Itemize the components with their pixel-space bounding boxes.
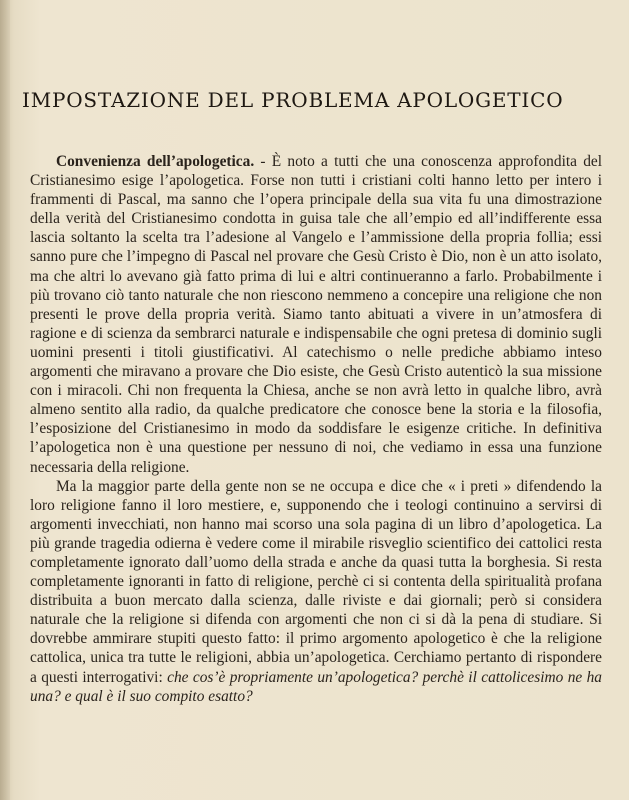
book-spine-shadow [0,0,10,800]
paragraph-2-text: Ma la maggior parte della gente non se ne occupa e dice che « i preti » difendendo la loro religione fanno il loro mestiere, e, supponendo che i teologi continuino a servirsi di argomenti invecchiati, non hanno mai scorso una sola pagina di un libro d’apologetica. La più grande tragedia odierna è vedere come il mirabile risveglio scientifico dei cattolici resta completamente ignorato dall’uomo della strada e anche da quasi tutta la borghesia. Si resta completamente ignoranti in fatto di religione, perchè ci si contenta della spiritualità profana distribuita a buon mercato dalla scienza, dalle riviste e dai giornali; però si considera naturale che la religione si difenda con argomenti che non ci si dà la pena di studiare. Si dovrebbe ammirare stupiti questo fatto: il primo argomento apologetico è che la religione cattolica, unica tra tutte le religioni, abbia un’apologetica. Cerchiamo pertanto di rispondere a questi interrogativi: [30,477,602,686]
body-text [30,152,602,706]
paragraph-1 [30,152,602,477]
section-heading: Convenienza dell’apologetica. [56,153,255,170]
paragraph-1-text: - È noto a tutti che una conoscenza approfondita del Cristianesimo esige l’apologetica. Forse non tutti i cristiani colti hanno letto per intero i frammenti di Pascal, ma sanno che l’opera principale della sua vita fu una dimostrazione della verità del Cristianesimo condotta in guisa tale che all’empio ed all’indifferente essa lascia soltanto la scelta tra l’adesione al Vangelo e l’ammissione della propria follia; essi sanno pure che l’impegno di Pascal nel provare che Gesù Cristo è Dio, non è un atto isolato, ma che altri lo avevano già fatto prima di lui e altri continueranno a farlo. Probabilmente i più trovano ciò tanto naturale che non riescono nemmeno a concepire una religione che non presenti le prove della propria verità. Siamo tanto abituati a vivere in un’atmosfera di ragione e di scienza da sembrarci naturale e indispensabile che ogni pretesa di dominio sugli uomini presenti i titoli giustificativi. Al catechismo o nelle prediche abbiamo inteso argomenti che miravano a provare che Dio esiste, che Gesù Cristo autenticò la sua missione con i miracoli. Chi non frequenta la Chiesa, anche se non avrà letto in qualche libro, avrà almeno sentito alla radio, da qualche predicatore che conosce bene la storia e la filosofia, l’esposizione del Cristianesimo in modo da soddisfare le esigenze critiche. In definitiva l’apologetica non è una questione per nessuno di noi, che vediamo in essa una funzione necessaria della religione. [30,153,602,476]
closing-questions: che cos’è propriamente un’apologetica? perchè il cattolicesimo ne ha una? e qual è il suo compito esatto? [30,668,602,705]
paragraph-2 [30,477,602,706]
chapter-title: IMPOSTAZIONE DEL PROBLEMA APOLOGETICO [22,88,564,112]
